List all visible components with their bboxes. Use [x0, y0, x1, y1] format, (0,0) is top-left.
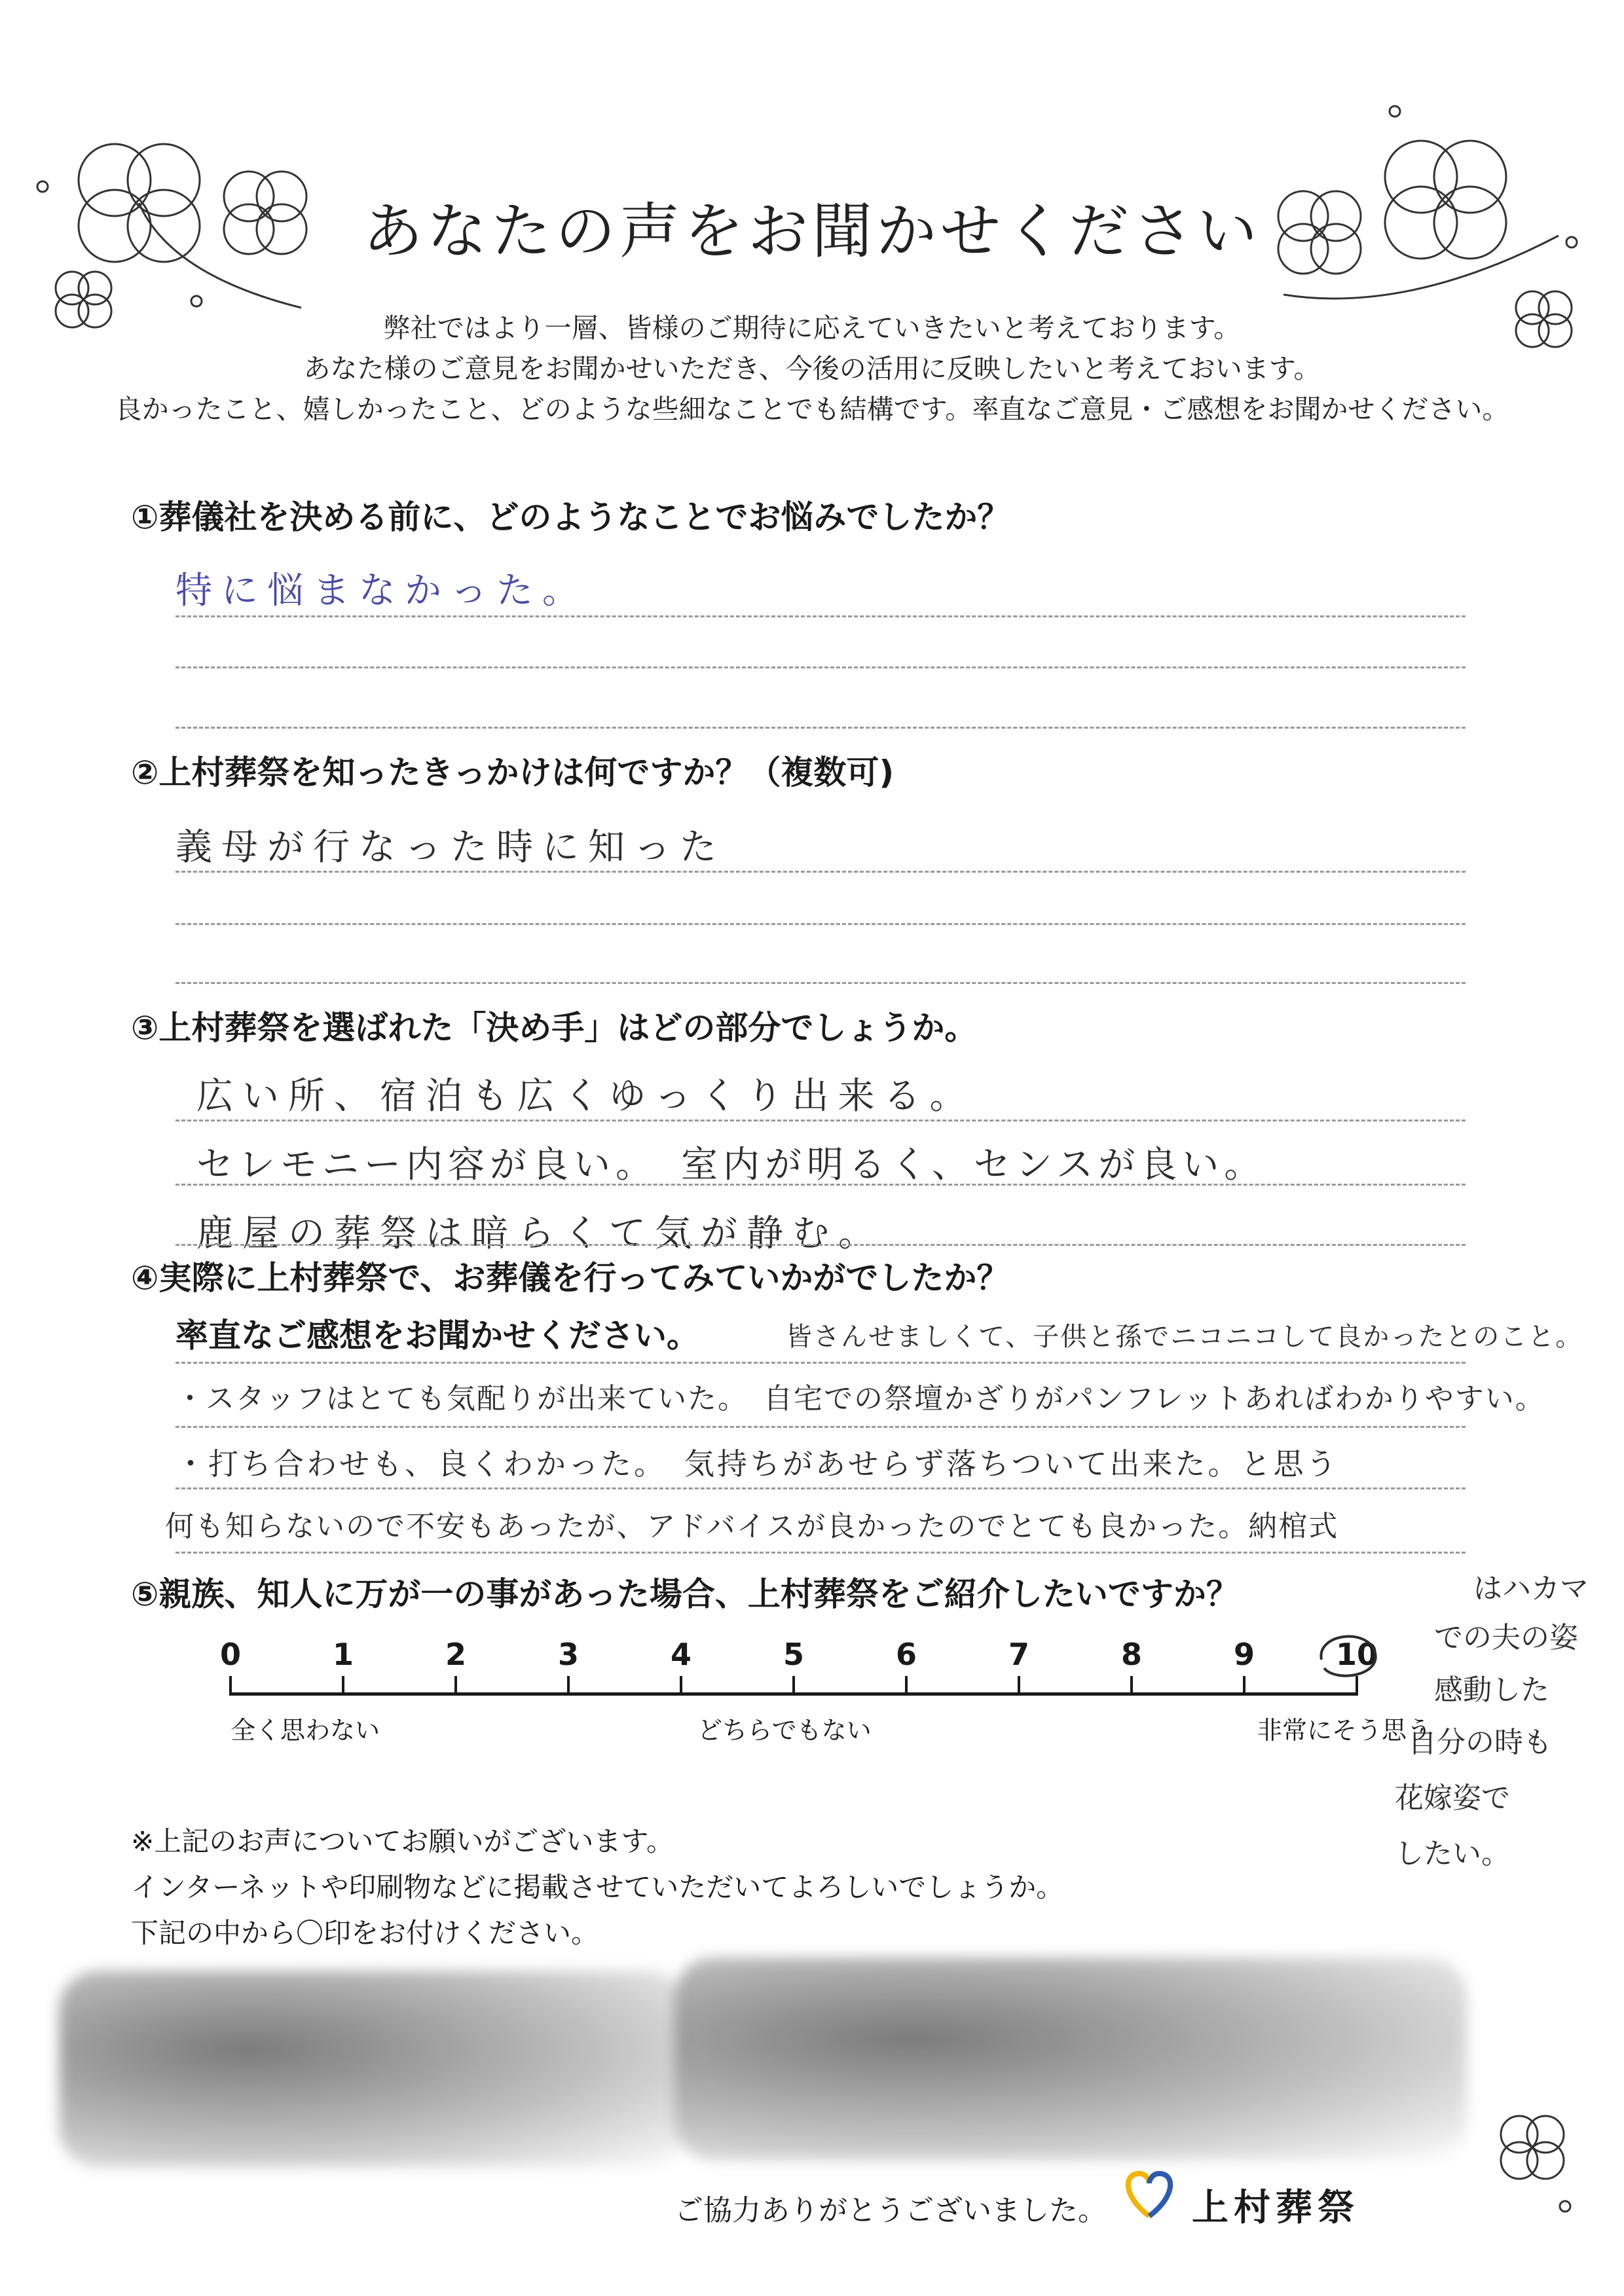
scale-number-3: 3 [557, 1637, 579, 1672]
scale-number-6: 6 [895, 1637, 917, 1672]
page-title: あなたの声をお聞かせください [362, 196, 1261, 266]
question-3-answer-1: 広い所、宿泊も広くゆっくり出来る。 [196, 1075, 976, 1118]
question-4-label-2: 率直なご感想をお聞かせください。 [175, 1317, 699, 1355]
side-note-1: はハカマ [1473, 1572, 1589, 1605]
notice-line-2: インターネットや印刷物などに掲載させていただいてよろしいでしょうか。 [131, 1871, 1064, 1903]
thanks-message: ご協力ありがとうございました。 [674, 2194, 1107, 2227]
brand-logo-heart-icon [1116, 2160, 1182, 2226]
selected-rating-circle [1310, 1624, 1388, 1689]
scale-mid-label: どちらでもない [697, 1716, 872, 1745]
scale-number-4: 4 [670, 1637, 692, 1672]
scale-number-8: 8 [1120, 1637, 1142, 1672]
scale-right-label: 非常にそう思う [1257, 1716, 1432, 1745]
scale-number-7: 7 [1008, 1637, 1029, 1672]
question-4-answer-1: 皆さんせましくて、子供と孫でニコニコして良かったとのこと。 [786, 1322, 1583, 1352]
answer-line [175, 1244, 1466, 1246]
answer-line [175, 1552, 1466, 1554]
scale-tick [454, 1676, 457, 1696]
scale-tick [905, 1676, 908, 1696]
question-4-answer-4: 何も知らないので不安もあったが、アドバイスが良かったのでとても良かった。納棺式 [165, 1510, 1339, 1543]
brand-name: 上村葬祭 [1192, 2187, 1359, 2229]
answer-line [175, 1362, 1466, 1364]
question-3-label: ③上村葬祭を選ばれた「決め手」はどの部分でしょうか。 [131, 1009, 978, 1047]
question-4-label: ④実際に上村葬祭で、お葬儀を行ってみていかがでしたか？ [131, 1259, 1010, 1297]
answer-line [175, 1487, 1466, 1489]
clover-decoration-bottom [1480, 2095, 1611, 2239]
scale-number-0: 0 [219, 1637, 241, 1672]
answer-line [175, 871, 1466, 873]
answer-line [175, 923, 1466, 925]
question-5-label: ⑤親族、知人に万が一の事があった場合、上村葬祭をご紹介したいですか？ [131, 1575, 1239, 1613]
intro-line-2: あなた様のご意見をお聞かせいただき、今後の活用に反映したいと考えておいます。 [303, 353, 1321, 384]
answer-line [175, 982, 1466, 984]
scale-number-9: 9 [1233, 1637, 1255, 1672]
intro-line-3: 良かったこと、嬉しかったこと、どのような些細なことでも結構です。率直なご意見・ご感想をお聞かせください。 [115, 393, 1509, 425]
scale-tick [680, 1676, 682, 1696]
answer-line [175, 1120, 1466, 1121]
question-4-answer-2: ・スタッフはとても気配りが出来ていた。 自宅での祭壇かざりがパンフレットあればわかりやすい。 [175, 1382, 1545, 1415]
scale-tick [1130, 1676, 1133, 1696]
answer-line [175, 1184, 1466, 1186]
scale-tick [792, 1676, 795, 1696]
scale-left-label: 全く思わない [231, 1716, 380, 1745]
notice-line-3: 下記の中から〇印をお付けください。 [131, 1917, 599, 1949]
answer-line [175, 727, 1466, 729]
question-1-answer: 特に悩まなかった。 [175, 570, 588, 612]
redacted-area-left [59, 1971, 688, 2167]
scale-tick [567, 1676, 570, 1696]
intro-line-1: 弊社ではより一層、皆様のご期待に応えていきたいと考えております。 [383, 312, 1241, 344]
side-note-2: での夫の姿 [1434, 1621, 1578, 1654]
question-1-label: ①葬儀社を決める前に、どのようなことでお悩みでしたか？ [131, 498, 1010, 536]
question-3-answer-3: 鹿屋の葬祭は暗らくて気が静む。 [196, 1212, 884, 1255]
scale-number-2: 2 [445, 1637, 466, 1672]
answer-line [175, 1426, 1466, 1428]
side-note-3: 感動した [1434, 1673, 1549, 1707]
question-4-answer-3: ・打ち合わせも、良くわかった。 気持ちがあせらず落ちついて出来た。と思う [175, 1446, 1339, 1482]
answer-line [175, 615, 1466, 617]
scale-tick [1243, 1676, 1246, 1696]
side-note-4: 自分の時も [1408, 1726, 1552, 1759]
answer-line [175, 666, 1466, 668]
question-2-answer: 義母が行なった時に知った [175, 826, 726, 869]
redacted-area-right [674, 1958, 1467, 2160]
question-3-answer-2: セレモニー内容が良い。 室内が明るく、センスが良い。 [196, 1144, 1266, 1186]
scale-tick [229, 1676, 232, 1696]
scale-tick [342, 1676, 344, 1696]
side-note-6: したい。 [1395, 1837, 1510, 1870]
notice-line-1: ※上記のお声についてお願いがございます。 [131, 1825, 674, 1857]
question-2-label: ②上村葬祭を知ったきっかけは何ですか？（複数可) [131, 754, 895, 792]
scale-tick [1018, 1676, 1020, 1696]
scale-number-1: 1 [332, 1637, 354, 1672]
scale-number-10: 10 [1335, 1637, 1378, 1672]
side-note-5: 花嫁姿で [1395, 1781, 1510, 1815]
scale-number-5: 5 [783, 1637, 804, 1672]
